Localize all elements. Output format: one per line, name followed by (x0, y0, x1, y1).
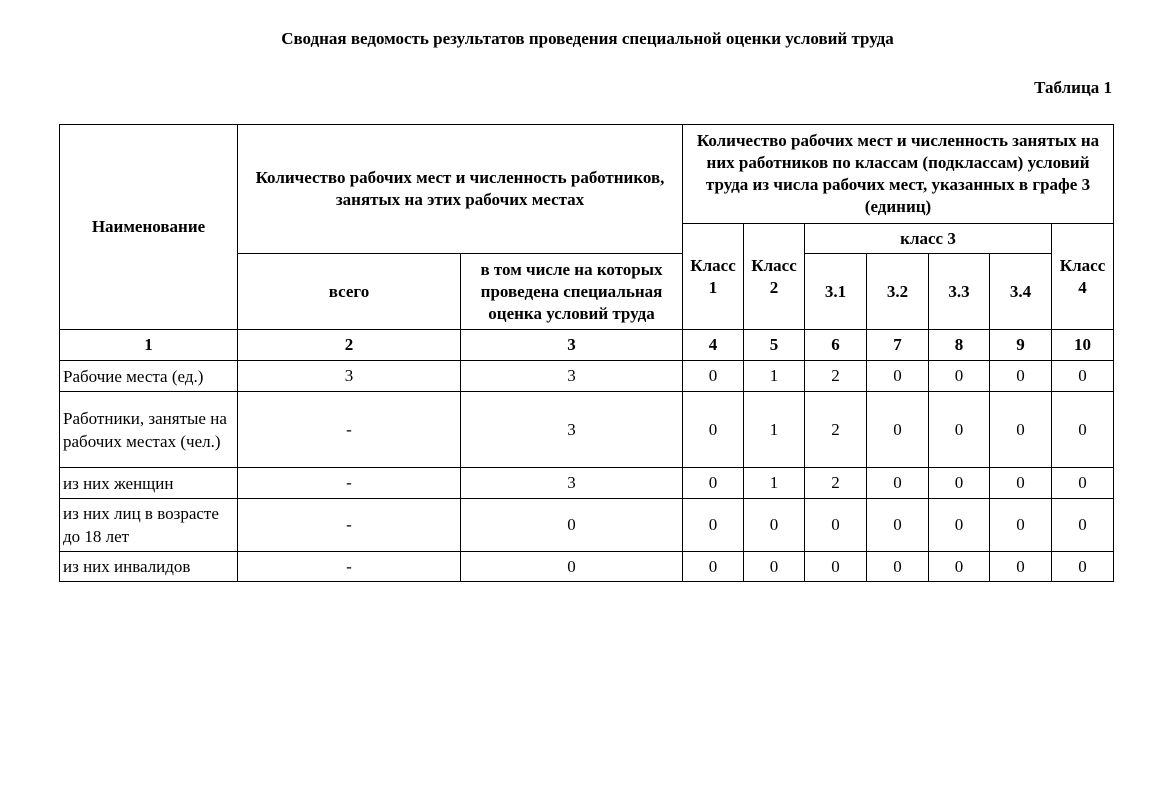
column-number: 7 (867, 330, 929, 361)
table-cell: - (238, 468, 461, 499)
row-label: Работники, занятые на рабочих местах (чел.) (60, 392, 238, 468)
table-cell: 0 (867, 468, 929, 499)
table-cell: 3 (461, 361, 683, 392)
column-number: 3 (461, 330, 683, 361)
table-cell: - (238, 499, 461, 552)
table-cell: 3 (461, 392, 683, 468)
table-cell: 0 (929, 361, 990, 392)
table-cell: 1 (744, 361, 805, 392)
table-cell: - (238, 392, 461, 468)
table-cell: 0 (1052, 468, 1114, 499)
row-label: из них лиц в возрасте до 18 лет (60, 499, 238, 552)
table-cell: 0 (683, 552, 744, 582)
table-cell: 0 (1052, 499, 1114, 552)
column-number: 1 (60, 330, 238, 361)
table-cell: 0 (929, 392, 990, 468)
table-cell: 0 (1052, 361, 1114, 392)
row-label: Рабочие места (ед.) (60, 361, 238, 392)
table-cell: 0 (1052, 392, 1114, 468)
table-row (60, 392, 1114, 468)
table-cell: 0 (744, 499, 805, 552)
header-subclass-3-4: 3.4 (990, 254, 1052, 330)
table-cell: 0 (990, 499, 1052, 552)
header-name: Наименование (60, 125, 238, 330)
table-cell: 1 (744, 392, 805, 468)
summary-table (59, 124, 1114, 582)
header-class-1: Класс 1 (683, 224, 744, 330)
table-cell: 0 (990, 392, 1052, 468)
table-cell: 0 (1052, 552, 1114, 582)
header-class-2: Класс 2 (744, 224, 805, 330)
table-cell: 0 (867, 499, 929, 552)
header-row-1 (60, 125, 1114, 224)
row-label: из них женщин (60, 468, 238, 499)
header-classes-group: Количество рабочих мест и численность занятых на них работников по классам (подклассам) условий труда из числа рабочих мест, указанных в графе 3 (единиц) (683, 125, 1114, 224)
table-cell: 0 (805, 552, 867, 582)
column-number: 10 (1052, 330, 1114, 361)
column-number: 5 (744, 330, 805, 361)
table-cell: 0 (929, 468, 990, 499)
header-assessed: в том числе на которых проведена специальная оценка условий труда (461, 254, 683, 330)
header-total: всего (238, 254, 461, 330)
document-title: Сводная ведомость результатов проведения специальной оценки условий труда (281, 29, 894, 48)
table-number-label: Таблица 1 (1034, 78, 1112, 97)
column-number-row (60, 330, 1114, 361)
header-subclass-3-1: 3.1 (805, 254, 867, 330)
table-cell: 0 (867, 552, 929, 582)
table-cell: 0 (929, 552, 990, 582)
table-row (60, 468, 1114, 499)
row-label: из них инвалидов (60, 552, 238, 582)
table-cell: 0 (683, 392, 744, 468)
table-cell: 0 (990, 468, 1052, 499)
header-subclass-3-2: 3.2 (867, 254, 929, 330)
column-number: 6 (805, 330, 867, 361)
table-cell: 0 (805, 499, 867, 552)
table-cell: 2 (805, 392, 867, 468)
column-number: 2 (238, 330, 461, 361)
table-cell: 0 (929, 499, 990, 552)
column-number: 8 (929, 330, 990, 361)
table-cell: 2 (805, 361, 867, 392)
table-row (60, 361, 1114, 392)
column-number: 9 (990, 330, 1052, 361)
table-row (60, 552, 1114, 582)
table-cell: 0 (461, 552, 683, 582)
header-class-4: Класс 4 (1052, 224, 1114, 330)
header-workplaces-group: Количество рабочих мест и численность работников, занятых на этих рабочих местах (238, 125, 683, 254)
table-cell: 0 (683, 361, 744, 392)
table-cell: 0 (990, 552, 1052, 582)
header-subclass-3-3: 3.3 (929, 254, 990, 330)
table-cell: 0 (683, 468, 744, 499)
header-class-3: класс 3 (805, 224, 1052, 254)
table-cell: 0 (461, 499, 683, 552)
column-number: 4 (683, 330, 744, 361)
table-cell: - (238, 552, 461, 582)
table-cell: 2 (805, 468, 867, 499)
table-cell: 0 (990, 361, 1052, 392)
table-cell: 1 (744, 468, 805, 499)
table-cell: 3 (238, 361, 461, 392)
table-cell: 0 (744, 552, 805, 582)
table-cell: 3 (461, 468, 683, 499)
table-cell: 0 (867, 361, 929, 392)
table-row (60, 499, 1114, 552)
table-cell: 0 (683, 499, 744, 552)
table-cell: 0 (867, 392, 929, 468)
